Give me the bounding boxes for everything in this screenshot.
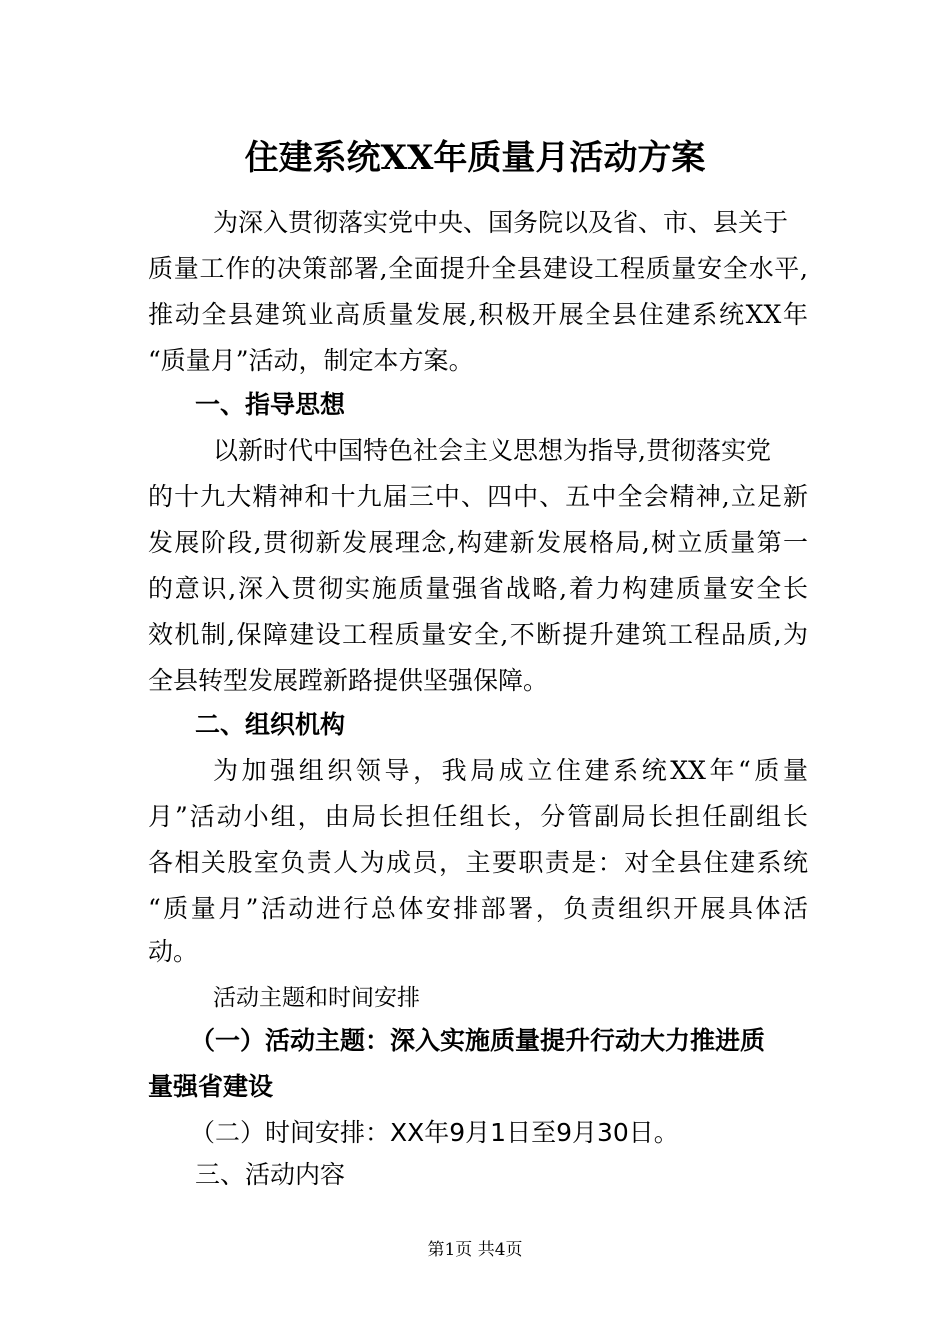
intro-line: 推动全县建筑业高质量发展,积极开展全县住建系统XX年 [148, 300, 808, 329]
section2-line: 动。 [148, 937, 199, 966]
section1-line: 全县转型发展蹚新路提供坚强保障。 [148, 666, 549, 695]
section1-line: 以新时代中国特色社会主义思想为指导,贯彻落实党 [213, 436, 771, 465]
time-arrangement-line: （二）时间安排：XX年9月1日至9月30日。 [190, 1118, 679, 1147]
document-title: 住建系统XX年质量月活动方案 [244, 138, 706, 178]
page-footer: 第1页 共4页 [427, 1240, 523, 1260]
section1-line: 效机制,保障建设工程质量安全,不断提升建筑工程品质,为 [148, 620, 808, 649]
theme-time-heading: 活动主题和时间安排 [213, 985, 420, 1011]
section2-line: 各相关股室负责人为成员，主要职责是：对全县住建系统 [148, 848, 808, 877]
section2-line: 月”活动小组，由局长担任组长，分管副局长担任副组长 [148, 802, 808, 831]
section-heading-organization: 二、组织机构 [195, 710, 346, 739]
activity-theme-line: （一）活动主题：深入实施质量提升行动大力推进质 [190, 1026, 766, 1055]
section-heading-activities: 三、活动内容 [195, 1160, 346, 1189]
intro-line: “质量月”活动，制定本方案。 [148, 346, 474, 375]
section2-line: “质量月”活动进行总体安排部署，负责组织开展具体活 [148, 894, 808, 923]
intro-line: 质量工作的决策部署,全面提升全县建设工程质量安全水平, [148, 254, 808, 283]
section1-line: 发展阶段,贯彻新发展理念,构建新发展格局,树立质量第一 [148, 528, 808, 557]
intro-line: 为深入贯彻落实党中央、国务院以及省、市、县关于 [213, 208, 789, 237]
section1-line: 的意识,深入贯彻实施质量强省战略,着力构建质量安全长 [148, 574, 808, 603]
section1-line: 的十九大精神和十九届三中、四中、五中全会精神,立足新 [148, 482, 808, 511]
section2-line: 为加强组织领导，我局成立住建系统XX年“质量 [213, 756, 808, 785]
activity-theme-line: 量强省建设 [148, 1072, 274, 1101]
section-heading-guiding-thought: 一、指导思想 [195, 390, 346, 419]
